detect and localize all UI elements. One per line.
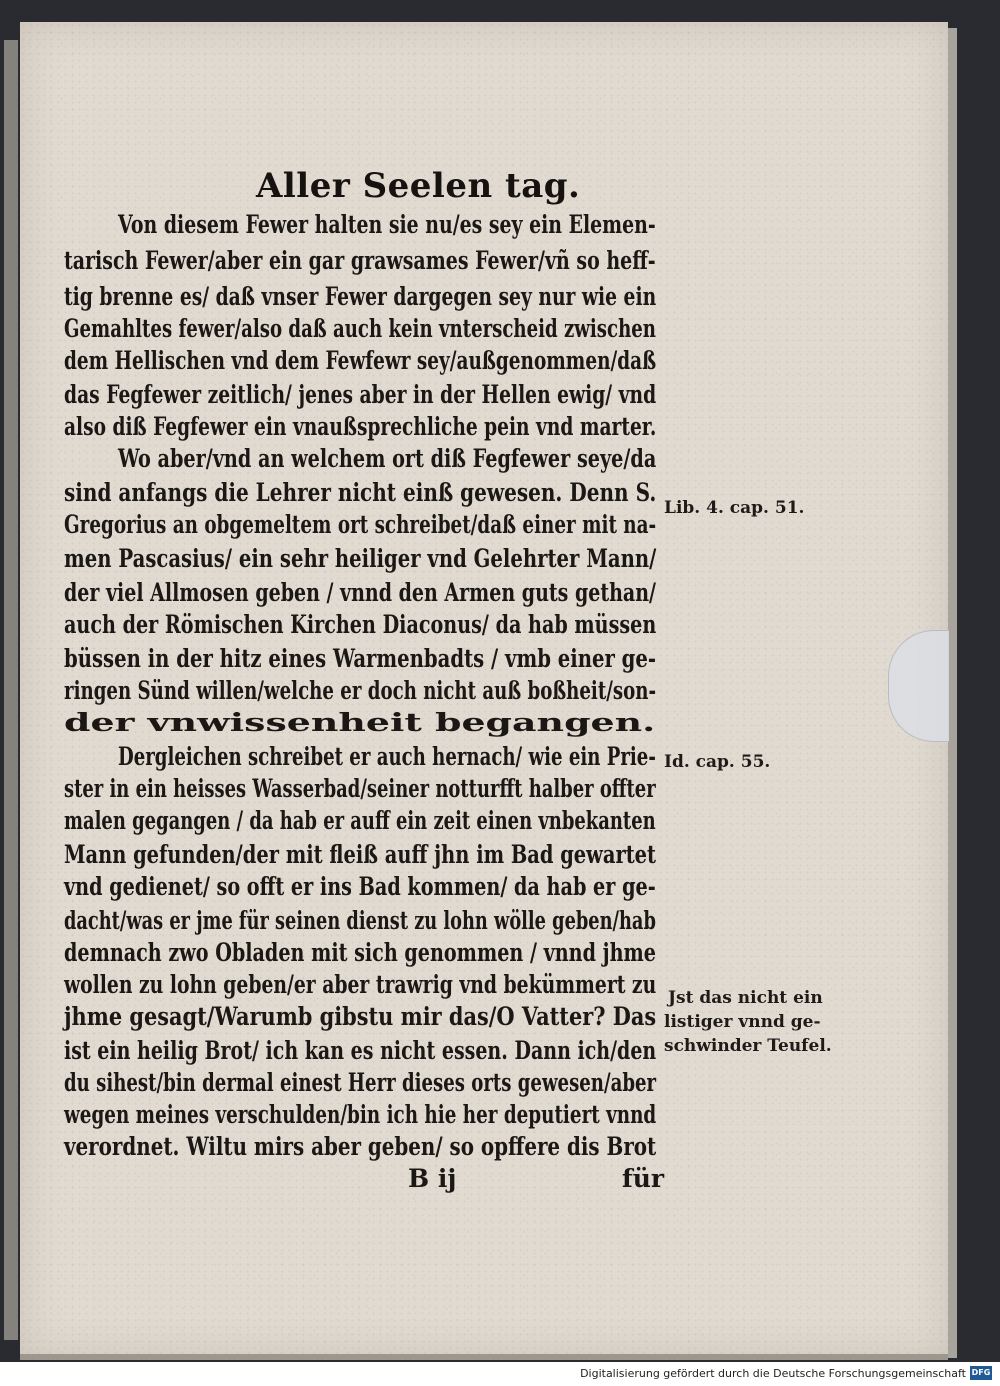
text-line: verordnet. Wiltu mirs aber geben/ so opffere dis Brot — [64, 1132, 657, 1161]
text-line: vnd gedienet/ so offt er ins Bad kommen/ da hab er ge- — [64, 872, 656, 901]
text-line: ist ein heilig Brot/ ich kan es nicht essen. Dann ich/den — [64, 1036, 657, 1065]
margin-note-line-1: Jst das nicht ein — [668, 988, 823, 1008]
dfg-logo: DFG — [970, 1366, 992, 1380]
text-line: du sihest/bin dermal einest Herr dieses orts gewesen/aber — [64, 1068, 657, 1097]
text-line: malen gegangen / da hab er auff ein zeit einen vnbekanten — [64, 806, 656, 835]
running-head: Aller Seelen tag. — [256, 166, 581, 206]
text-line: also diß Fegfewer ein vnaußsprechliche pein vnd marter. — [64, 412, 657, 441]
text-line: Gregorius an obgemeltem ort schreibet/daß einer mit na- — [64, 510, 657, 539]
margin-note-id: Id. cap. 55. — [664, 752, 771, 772]
footer-bar — [0, 1362, 1000, 1386]
text-line: büssen in der hitz eines Warmenbadts / vmb einer ge- — [64, 644, 657, 673]
text-line: sind anfangs die Lehrer nicht einß gewesen. Denn S. — [64, 478, 657, 507]
text-line: Gemahltes fewer/also daß auch kein vnterscheid zwischen — [64, 314, 656, 343]
left-edge-strip — [4, 40, 18, 1340]
text-line: jhme gesagt/Warumb gibstu mir das/O Vatter? Das — [64, 1002, 657, 1031]
text-line: auch der Römischen Kirchen Diaconus/ da hab müssen — [64, 610, 657, 639]
catchword: für — [622, 1164, 665, 1193]
text-line: das Fegfewer zeitlich/ jenes aber in der Hellen ewig/ vnd — [64, 380, 657, 409]
text-line: men Pascasius/ ein sehr heiliger vnd Gelehrter Mann/ — [64, 544, 657, 573]
text-line: ringen Sünd willen/welche er doch nicht auß boßheit/son- — [64, 676, 657, 705]
margin-note-line-2: listiger vnnd ge- — [664, 1012, 821, 1032]
right-edge-strip — [948, 28, 957, 1358]
text-line: wegen meines verschulden/bin ich hie her deputiert vnnd — [64, 1100, 657, 1129]
text-line: Wo aber/vnd an welchem ort diß Fegfewer seye/da — [118, 444, 657, 473]
margin-note-lib: Lib. 4. cap. 51. — [664, 498, 805, 518]
text-line: tig brenne es/ daß vnser Fewer dargegen sey nur wie ein — [64, 282, 657, 311]
text-line: ster in ein heisses Wasserbad/seiner notturfft halber offter — [64, 774, 656, 803]
text-line: Von diesem Fewer halten sie nu/es sey ein Elemen- — [118, 210, 656, 239]
text-line: tarisch Fewer/aber ein gar grawsames Fewer/vñ so heff- — [64, 246, 656, 275]
text-line: der viel Allmosen geben / vnnd den Armen guts gethan/ — [64, 578, 656, 607]
text-line: dacht/was er jme für seinen dienst zu lohn wölle geben/hab — [64, 906, 656, 935]
bottom-edge-strip — [20, 1354, 948, 1360]
signature-mark: B ij — [408, 1164, 457, 1193]
text-line: dem Hellischen vnd dem Fewfewr sey/außgenommen/daß — [64, 346, 657, 375]
text-line: demnach zwo Obladen mit sich genommen / vnnd jhme — [64, 938, 656, 967]
footer-credit: Digitalisierung gefördert durch die Deutsche Forschungsgemeinschaft — [580, 1367, 966, 1380]
text-line: Mann gefunden/der mit fleiß auff jhn im Bad gewartet — [64, 840, 656, 869]
text-line: Dergleichen schreibet er auch hernach/ wie ein Prie- — [118, 742, 656, 771]
text-line: wollen zu lohn geben/er aber trawrig vnd bekümmert zu — [64, 970, 657, 999]
margin-note-line-3: schwinder Teufel. — [664, 1036, 832, 1056]
text-line: der vnwissenheit begangen. — [64, 708, 656, 737]
